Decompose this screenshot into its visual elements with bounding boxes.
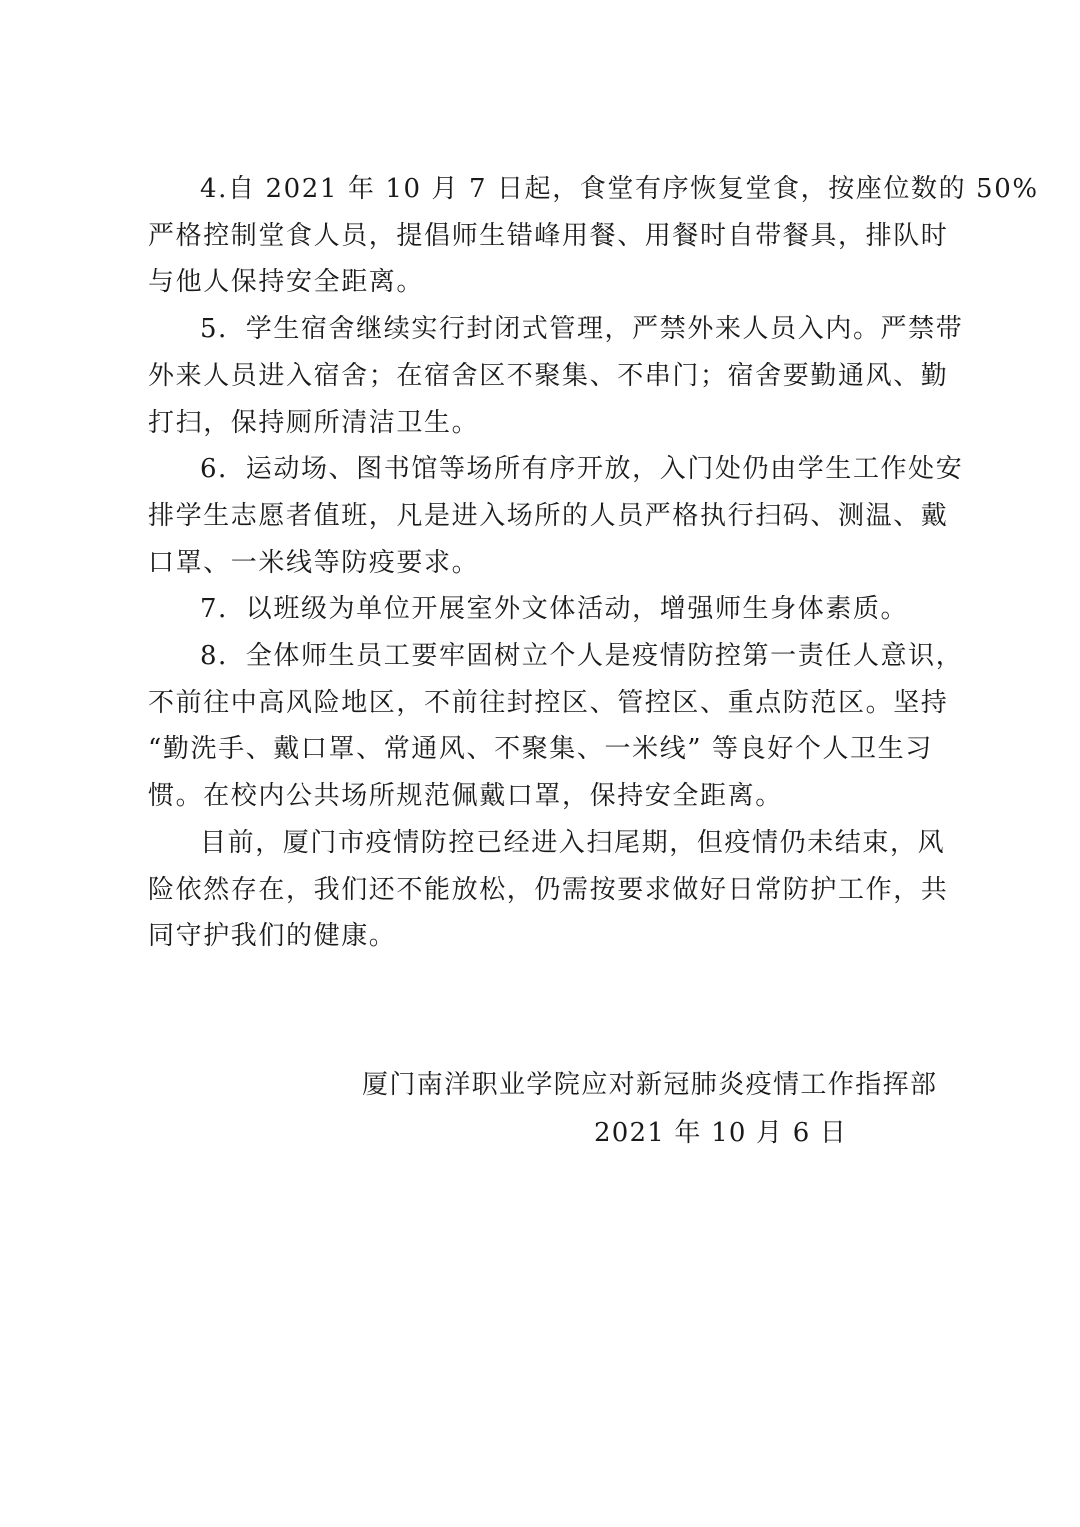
text-line: “勤洗手、戴口罩、常通风、不聚集、一米线” 等良好个人卫生习 xyxy=(148,734,933,765)
text-line: 口罩、一米线等防疫要求。 xyxy=(148,547,480,578)
text-line: 严格控制堂食人员，提倡师生错峰用餐、用餐时自带餐具，排队时 xyxy=(148,220,949,251)
signature-date: 2021 年 10 月 6 日 xyxy=(594,1118,848,1148)
text-line: 6．运动场、图书馆等场所有序开放，入门处仍由学生工作处安 xyxy=(200,454,964,485)
text-line: 排学生志愿者值班，凡是进入场所的人员严格执行扫码、测温、戴 xyxy=(148,500,949,531)
text-line: 同守护我们的健康。 xyxy=(148,921,397,952)
text-line: 8．全体师生员工要牢固树立个人是疫情防控第一责任人意识， xyxy=(200,641,964,672)
text-line: 外来人员进入宿舍；在宿舍区不聚集、不串门；宿舍要勤通风、勤 xyxy=(148,360,949,391)
paragraph-item-7 xyxy=(148,586,948,633)
text-line: 与他人保持安全距离。 xyxy=(148,267,425,298)
text-line: 不前往中高风险地区，不前往封控区、管控区、重点防范区。坚持 xyxy=(148,687,949,718)
text-line: 打扫，保持厕所清洁卫生。 xyxy=(148,407,480,438)
text-line: 目前，厦门市疫情防控已经进入扫尾期，但疫情仍未结束，风 xyxy=(200,827,946,858)
paragraph-item-8 xyxy=(148,633,964,820)
paragraph-conclusion xyxy=(148,820,948,960)
paragraph-item-6 xyxy=(148,446,964,586)
text-line: 险依然存在，我们还不能放松，仍需按要求做好日常防护工作，共 xyxy=(148,874,949,905)
text-line: 惯。在校内公共场所规范佩戴口罩，保持安全距离。 xyxy=(148,781,783,812)
paragraph-item-5 xyxy=(148,306,964,446)
document-body xyxy=(148,166,1039,960)
text-line: 7．以班级为单位开展室外文体活动，增强师生身体素质。 xyxy=(200,594,909,625)
paragraph-item-4 xyxy=(148,166,1039,306)
text-line: 5．学生宿舍继续实行封闭式管理，严禁外来人员入内。严禁带 xyxy=(200,314,964,345)
signature-organization: 厦门南洋职业学院应对新冠肺炎疫情工作指挥部 xyxy=(362,1070,938,1100)
text-line: 4.自 2021 年 10 月 7 日起，食堂有序恢复堂食，按座位数的 50% xyxy=(200,174,1039,204)
